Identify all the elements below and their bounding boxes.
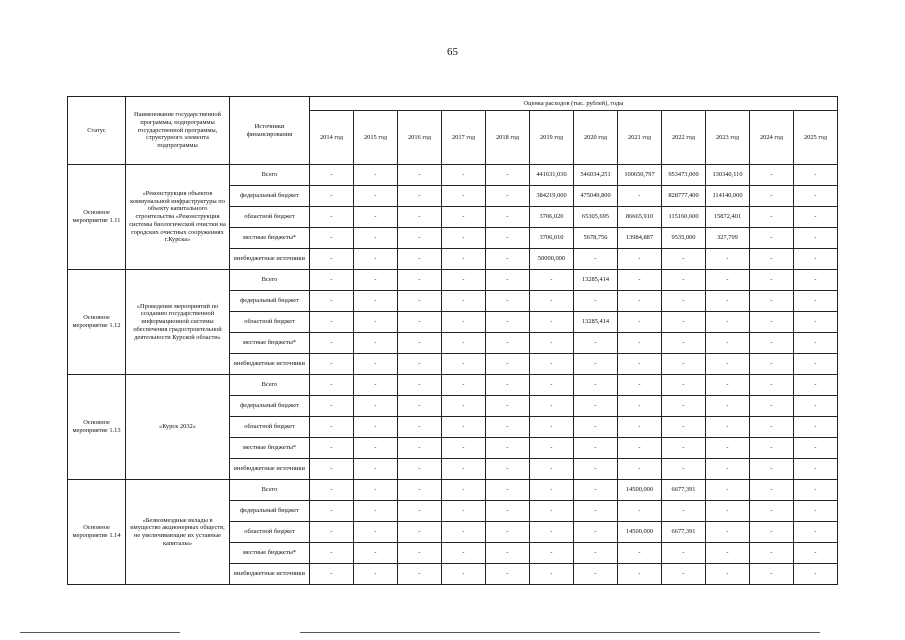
value-cell: - — [354, 165, 398, 186]
value-cell: - — [618, 312, 662, 333]
value-cell: 6677,391 — [662, 480, 706, 501]
value-cell: - — [442, 333, 486, 354]
value-cell: - — [530, 480, 574, 501]
value-cell: 3706,010 — [530, 228, 574, 249]
value-cell: - — [574, 375, 618, 396]
value-cell: - — [442, 165, 486, 186]
value-cell: 114140,000 — [706, 186, 750, 207]
value-cell: - — [662, 333, 706, 354]
value-cell: - — [442, 564, 486, 585]
value-cell: - — [398, 291, 442, 312]
value-cell: - — [398, 312, 442, 333]
value-cell: - — [750, 354, 794, 375]
value-cell: - — [706, 396, 750, 417]
value-cell: - — [706, 543, 750, 564]
value-cell: - — [750, 375, 794, 396]
header-year: 2015 год — [354, 111, 398, 165]
value-cell: - — [794, 417, 838, 438]
value-cell: - — [794, 270, 838, 291]
value-cell: - — [662, 501, 706, 522]
status-cell: Основное мероприятие 1.13 — [68, 375, 126, 480]
value-cell: 384219,000 — [530, 186, 574, 207]
funding-source-cell: внебюджетные источники — [230, 249, 310, 270]
value-cell: - — [442, 438, 486, 459]
value-cell: - — [750, 480, 794, 501]
status-cell: Основное мероприятие 1.12 — [68, 270, 126, 375]
table-row — [68, 165, 838, 186]
funding-source-cell: внебюджетные источники — [230, 564, 310, 585]
value-cell: - — [618, 354, 662, 375]
value-cell: - — [706, 291, 750, 312]
program-name-cell: «Проведение мероприятий по созданию государственной информационной системы обеспечения градостроительной деятельности Курской области» — [126, 270, 230, 375]
value-cell: - — [442, 291, 486, 312]
funding-source-cell: внебюджетные источники — [230, 459, 310, 480]
value-cell: - — [310, 564, 354, 585]
value-cell: - — [530, 417, 574, 438]
value-cell: - — [618, 438, 662, 459]
value-cell: - — [662, 291, 706, 312]
value-cell: - — [486, 438, 530, 459]
value-cell: 115160,600 — [662, 207, 706, 228]
footer-rule-right — [300, 632, 820, 633]
value-cell: - — [662, 543, 706, 564]
value-cell: - — [398, 186, 442, 207]
value-cell: - — [662, 249, 706, 270]
value-cell: - — [618, 291, 662, 312]
value-cell: - — [354, 354, 398, 375]
value-cell: - — [794, 375, 838, 396]
value-cell: - — [354, 564, 398, 585]
value-cell: - — [442, 207, 486, 228]
value-cell: - — [662, 354, 706, 375]
value-cell: - — [486, 207, 530, 228]
funding-source-cell: местные бюджеты* — [230, 333, 310, 354]
header-year: 2018 год — [486, 111, 530, 165]
funding-source-cell: местные бюджеты* — [230, 543, 310, 564]
value-cell: - — [530, 312, 574, 333]
value-cell: - — [486, 417, 530, 438]
header-year: 2017 год — [442, 111, 486, 165]
value-cell: - — [750, 564, 794, 585]
value-cell: - — [618, 186, 662, 207]
value-cell: 14500,000 — [618, 522, 662, 543]
value-cell: - — [574, 459, 618, 480]
value-cell: - — [618, 564, 662, 585]
value-cell: - — [662, 438, 706, 459]
value-cell: - — [310, 333, 354, 354]
value-cell: - — [310, 396, 354, 417]
value-cell: - — [662, 312, 706, 333]
value-cell: - — [310, 186, 354, 207]
value-cell: - — [398, 375, 442, 396]
expenditure-table-wrap — [67, 96, 838, 585]
value-cell: - — [750, 396, 794, 417]
value-cell: - — [530, 396, 574, 417]
value-cell: - — [530, 501, 574, 522]
funding-source-cell: федеральный бюджет — [230, 396, 310, 417]
funding-source-cell: Всего — [230, 375, 310, 396]
value-cell: - — [486, 564, 530, 585]
value-cell: - — [750, 312, 794, 333]
value-cell: - — [310, 522, 354, 543]
value-cell: - — [706, 522, 750, 543]
value-cell: - — [398, 354, 442, 375]
value-cell: 14500,000 — [618, 480, 662, 501]
header-year: 2014 год — [310, 111, 354, 165]
program-name-cell: «Реконструкция объектов коммунальной инфраструктуры по объекту капитального строительства «Реконструкция системы биологической очистки на городских очистных сооружениях г.Курска» — [126, 165, 230, 270]
value-cell: - — [442, 228, 486, 249]
value-cell: - — [486, 249, 530, 270]
value-cell: - — [662, 417, 706, 438]
table-body — [68, 165, 838, 585]
value-cell: - — [442, 396, 486, 417]
value-cell: - — [750, 459, 794, 480]
value-cell: 9535,000 — [662, 228, 706, 249]
value-cell: 13285,414 — [574, 270, 618, 291]
value-cell: - — [486, 333, 530, 354]
program-name-cell: «Курск 2032» — [126, 375, 230, 480]
value-cell: - — [398, 396, 442, 417]
value-cell: - — [530, 333, 574, 354]
value-cell: - — [618, 333, 662, 354]
value-cell: - — [354, 459, 398, 480]
value-cell: - — [794, 228, 838, 249]
value-cell: - — [618, 543, 662, 564]
value-cell: - — [310, 543, 354, 564]
value-cell: - — [310, 417, 354, 438]
value-cell: 3706,020 — [530, 207, 574, 228]
value-cell: - — [442, 417, 486, 438]
value-cell: - — [486, 459, 530, 480]
value-cell: 13984,887 — [618, 228, 662, 249]
value-cell: - — [794, 186, 838, 207]
value-cell: 6677,391 — [662, 522, 706, 543]
value-cell: - — [662, 564, 706, 585]
value-cell: - — [618, 417, 662, 438]
header-year: 2024 год — [750, 111, 794, 165]
value-cell: - — [794, 438, 838, 459]
value-cell: - — [750, 228, 794, 249]
value-cell: - — [310, 354, 354, 375]
value-cell: - — [794, 249, 838, 270]
value-cell: - — [530, 564, 574, 585]
value-cell: - — [706, 417, 750, 438]
value-cell: - — [706, 270, 750, 291]
value-cell: - — [706, 480, 750, 501]
value-cell: 953473,000 — [662, 165, 706, 186]
program-name-cell: «Безвозмездные вклады в имущество акционерных обществ, не увеличивающие их уставные капиталы» — [126, 480, 230, 585]
value-cell: - — [486, 522, 530, 543]
value-cell: - — [486, 165, 530, 186]
value-cell: - — [354, 396, 398, 417]
header-year: 2022 год — [662, 111, 706, 165]
value-cell: - — [354, 228, 398, 249]
value-cell: - — [442, 543, 486, 564]
value-cell: - — [750, 522, 794, 543]
header-year: 2023 год — [706, 111, 750, 165]
value-cell: - — [618, 249, 662, 270]
value-cell: - — [398, 333, 442, 354]
value-cell: - — [398, 501, 442, 522]
value-cell: - — [574, 333, 618, 354]
value-cell: - — [398, 459, 442, 480]
value-cell: - — [618, 396, 662, 417]
value-cell: - — [486, 270, 530, 291]
value-cell: - — [794, 543, 838, 564]
header-year: 2025 год — [794, 111, 838, 165]
value-cell: - — [442, 186, 486, 207]
value-cell: 86665,910 — [618, 207, 662, 228]
value-cell: - — [794, 207, 838, 228]
funding-source-cell: Всего — [230, 165, 310, 186]
value-cell: - — [310, 480, 354, 501]
value-cell: - — [354, 480, 398, 501]
value-cell: - — [706, 249, 750, 270]
value-cell: - — [310, 270, 354, 291]
value-cell: - — [442, 354, 486, 375]
funding-source-cell: областной бюджет — [230, 522, 310, 543]
value-cell: - — [706, 438, 750, 459]
value-cell: - — [662, 270, 706, 291]
value-cell: - — [530, 375, 574, 396]
header-year: 2021 год — [618, 111, 662, 165]
footer-rule-left — [20, 632, 180, 633]
value-cell: - — [442, 312, 486, 333]
value-cell: 475049,800 — [574, 186, 618, 207]
value-cell: 50000,000 — [530, 249, 574, 270]
value-cell: - — [794, 564, 838, 585]
value-cell: - — [662, 459, 706, 480]
value-cell: - — [442, 375, 486, 396]
value-cell: - — [442, 480, 486, 501]
value-cell: - — [486, 501, 530, 522]
expenditure-table — [67, 96, 838, 585]
header-year: 2020 год — [574, 111, 618, 165]
value-cell: - — [750, 291, 794, 312]
value-cell: - — [354, 522, 398, 543]
header-status: Статус — [68, 97, 126, 165]
value-cell: - — [706, 375, 750, 396]
value-cell: 5678,756 — [574, 228, 618, 249]
value-cell: - — [750, 270, 794, 291]
value-cell: - — [398, 207, 442, 228]
funding-source-cell: федеральный бюджет — [230, 501, 310, 522]
funding-source-cell: Всего — [230, 270, 310, 291]
value-cell: - — [574, 564, 618, 585]
value-cell: - — [706, 501, 750, 522]
funding-source-cell: областной бюджет — [230, 207, 310, 228]
value-cell: - — [706, 354, 750, 375]
value-cell: 65305,695 — [574, 207, 618, 228]
value-cell: - — [310, 501, 354, 522]
value-cell: - — [794, 291, 838, 312]
funding-source-cell: областной бюджет — [230, 312, 310, 333]
value-cell: - — [530, 354, 574, 375]
status-cell: Основное мероприятие 1.14 — [68, 480, 126, 585]
value-cell: - — [530, 270, 574, 291]
value-cell: - — [442, 459, 486, 480]
value-cell: - — [310, 312, 354, 333]
value-cell: 546034,251 — [574, 165, 618, 186]
value-cell: - — [354, 312, 398, 333]
value-cell: - — [574, 291, 618, 312]
value-cell: - — [310, 249, 354, 270]
value-cell: - — [794, 501, 838, 522]
value-cell: - — [706, 333, 750, 354]
value-cell: - — [530, 459, 574, 480]
value-cell: - — [618, 459, 662, 480]
value-cell: - — [574, 543, 618, 564]
value-cell: - — [750, 249, 794, 270]
page-number: 65 — [447, 46, 458, 58]
header-name: Наименование государственной программы, подпрограммы государственной программы, структурного элемента подпрограммы — [126, 97, 230, 165]
value-cell: 441631,030 — [530, 165, 574, 186]
funding-source-cell: местные бюджеты* — [230, 228, 310, 249]
value-cell: - — [354, 249, 398, 270]
funding-source-cell: местные бюджеты* — [230, 438, 310, 459]
value-cell: - — [794, 333, 838, 354]
value-cell: - — [354, 543, 398, 564]
value-cell: - — [398, 270, 442, 291]
value-cell: - — [574, 522, 618, 543]
table-row — [68, 270, 838, 291]
value-cell: - — [794, 396, 838, 417]
header-estimate: Оценка расходов (тыс. рублей), годы — [310, 97, 838, 111]
value-cell: - — [486, 354, 530, 375]
value-cell: - — [398, 228, 442, 249]
value-cell: - — [530, 438, 574, 459]
value-cell: 828777,400 — [662, 186, 706, 207]
funding-source-cell: федеральный бюджет — [230, 186, 310, 207]
value-cell: - — [398, 564, 442, 585]
value-cell: - — [662, 375, 706, 396]
value-cell: - — [750, 333, 794, 354]
value-cell: - — [794, 165, 838, 186]
value-cell: - — [486, 186, 530, 207]
value-cell: - — [750, 186, 794, 207]
value-cell: - — [398, 522, 442, 543]
value-cell: - — [574, 354, 618, 375]
value-cell: - — [354, 270, 398, 291]
value-cell: - — [574, 480, 618, 501]
value-cell: - — [310, 375, 354, 396]
value-cell: - — [574, 438, 618, 459]
header-source: Источники финансирования — [230, 97, 310, 165]
value-cell: - — [706, 459, 750, 480]
header-year: 2016 год — [398, 111, 442, 165]
value-cell: - — [398, 543, 442, 564]
value-cell: - — [486, 480, 530, 501]
value-cell: - — [486, 396, 530, 417]
value-cell: - — [310, 207, 354, 228]
value-cell: - — [310, 459, 354, 480]
value-cell: - — [574, 501, 618, 522]
status-cell: Основное мероприятие 1.11 — [68, 165, 126, 270]
value-cell: 13285,414 — [574, 312, 618, 333]
value-cell: - — [750, 438, 794, 459]
funding-source-cell: внебюджетные источники — [230, 354, 310, 375]
value-cell: - — [530, 291, 574, 312]
value-cell: - — [354, 417, 398, 438]
header-year: 2019 год — [530, 111, 574, 165]
value-cell: - — [750, 207, 794, 228]
value-cell: - — [574, 417, 618, 438]
value-cell: - — [618, 270, 662, 291]
value-cell: - — [398, 417, 442, 438]
value-cell: - — [706, 312, 750, 333]
value-cell: - — [398, 165, 442, 186]
value-cell: - — [398, 480, 442, 501]
value-cell: - — [442, 249, 486, 270]
value-cell: - — [574, 396, 618, 417]
value-cell: - — [486, 312, 530, 333]
value-cell: - — [574, 249, 618, 270]
table-row — [68, 480, 838, 501]
value-cell: - — [530, 543, 574, 564]
value-cell: - — [310, 438, 354, 459]
value-cell: - — [354, 291, 398, 312]
value-cell: - — [750, 165, 794, 186]
value-cell: - — [750, 501, 794, 522]
value-cell: - — [486, 543, 530, 564]
value-cell: - — [794, 522, 838, 543]
value-cell: - — [354, 375, 398, 396]
value-cell: - — [310, 228, 354, 249]
value-cell: - — [442, 522, 486, 543]
value-cell: - — [354, 207, 398, 228]
value-cell: 327,709 — [706, 228, 750, 249]
value-cell: 15872,401 — [706, 207, 750, 228]
value-cell: - — [794, 459, 838, 480]
value-cell: - — [530, 522, 574, 543]
value-cell: - — [794, 312, 838, 333]
value-cell: 130340,110 — [706, 165, 750, 186]
value-cell: - — [618, 501, 662, 522]
value-cell: - — [486, 291, 530, 312]
value-cell: - — [354, 186, 398, 207]
value-cell: - — [794, 480, 838, 501]
value-cell: - — [354, 501, 398, 522]
value-cell: - — [618, 375, 662, 396]
value-cell: - — [398, 438, 442, 459]
value-cell: - — [398, 249, 442, 270]
value-cell: - — [486, 375, 530, 396]
value-cell: - — [310, 165, 354, 186]
value-cell: - — [354, 438, 398, 459]
funding-source-cell: областной бюджет — [230, 417, 310, 438]
value-cell: - — [354, 333, 398, 354]
value-cell: - — [706, 564, 750, 585]
table-row — [68, 375, 838, 396]
value-cell: - — [310, 291, 354, 312]
value-cell: 100650,797 — [618, 165, 662, 186]
value-cell: - — [442, 270, 486, 291]
funding-source-cell: федеральный бюджет — [230, 291, 310, 312]
value-cell: - — [750, 543, 794, 564]
funding-source-cell: Всего — [230, 480, 310, 501]
value-cell: - — [662, 396, 706, 417]
value-cell: - — [486, 228, 530, 249]
value-cell: - — [750, 417, 794, 438]
value-cell: - — [794, 354, 838, 375]
value-cell: - — [442, 501, 486, 522]
